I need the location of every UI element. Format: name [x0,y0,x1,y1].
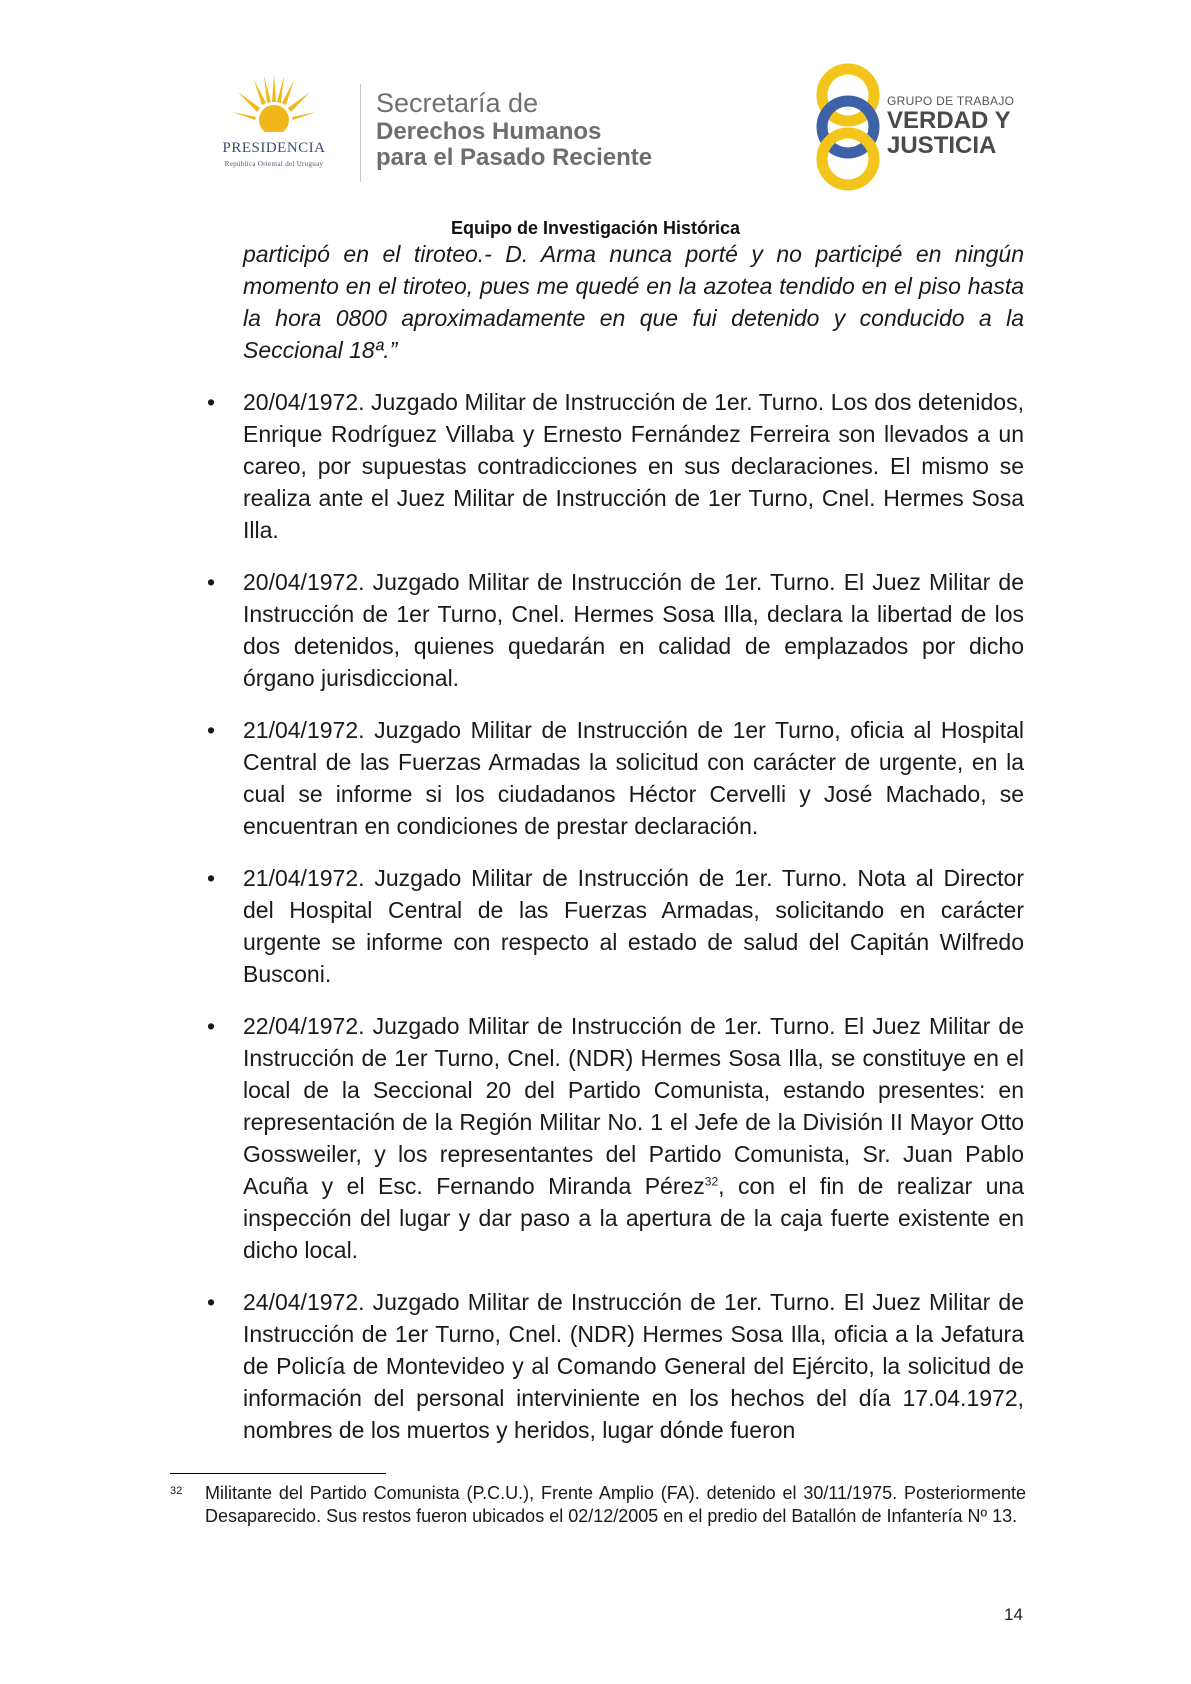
list-item [207,566,1024,694]
quote-continuation [243,238,1024,366]
list-item [207,714,1024,842]
team-title: Equipo de Investigación Histórica [450,218,741,238]
secretaria-line-2: Derechos Humanos [376,118,602,145]
presidencia-name: PRESIDENCIA [222,140,326,156]
chronology-list [207,386,1024,1466]
secretaria-line-1: Secretaría de [376,88,539,118]
sun-emblem-icon [232,72,316,138]
footnote [170,1482,1026,1528]
list-item [207,862,1024,990]
page-header [0,0,1191,215]
verdad-justicia-text [887,94,1014,158]
gtvj-line-1: GRUPO DE TRABAJO [887,94,1015,108]
secretaria-line-3: para el Pasado Reciente [376,144,653,171]
gtvj-line-3: JUSTICIA [887,132,997,159]
header-divider [360,84,361,182]
bullet-icon: • [207,389,216,415]
list-item [207,1010,1024,1266]
bullet-icon: • [207,717,216,743]
entry-text-after: , con el fin de realizar una inspección del lugar y dar paso a la apertura de la caja fuerte existente en dicho local. [243,1173,1024,1263]
verdad-justicia-logo [812,62,1022,192]
page-number: 14 [1004,1605,1023,1624]
footnote-text: Militante del Partido Comunista (P.C.U.), Frente Amplio (FA). detenido el 30/11/1975. Posteriormente Desaparecido. Sus restos fueron ubicados el 02/12/2005 en el predio del Batallón de Infantería Nº 13. [205,1483,1026,1526]
entry-text: 21/04/1972. Juzgado Militar de Instrucción de 1er Turno, oficia al Hospital Central de las Fuerzas Armadas la solicitud con carácter de urgente, en la cual se informe si los ciudadanos Héctor Cervelli y José Machado, se encuentran en condiciones de prestar declaración. [243,717,1024,839]
list-item [207,386,1024,546]
entry-text-before: 22/04/1972. Juzgado Militar de Instrucción de 1er. Turno. El Juez Militar de Instrucción de 1er Turno, Cnel. (NDR) Hermes Sosa Illa, se constituye en el local de la Seccional 20 del Partido Comunista, estando presentes: en representación de la Región Militar No. 1 el Jefe de la División II Mayor Otto Gossweiler, y los representantes del Partido Comunista, Sr. Juan Pablo Acuña y el Esc. Fernando Miranda Pérez [243,1013,1024,1199]
entry-text: 20/04/1972. Juzgado Militar de Instrucción de 1er. Turno. El Juez Militar de Instrucción de 1er Turno, Cnel. Hermes Sosa Illa, declara la libertad de los dos detenidos, quienes quedarán en calidad de emplazados por dicho órgano jurisdiccional. [243,569,1024,691]
presidencia-subtitle: República Oriental del Uruguay [224,160,324,168]
gtvj-line-2: VERDAD Y [887,107,1011,134]
bullet-icon: • [207,569,216,595]
footnote-reference[interactable]: 32 [704,1174,719,1189]
list-item [207,1286,1024,1446]
entry-text: 20/04/1972. Juzgado Militar de Instrucción de 1er. Turno. Los dos detenidos, Enrique Rodríguez Villaba y Ernesto Fernández Ferreira son llevados a un careo, por supuestas contradicciones en sus declaraciones. El mismo se realiza ante el Juez Militar de Instrucción de 1er Turno, Cnel. Hermes Sosa Illa. [243,389,1024,543]
secretaria-title [376,88,652,171]
entry-text [243,1010,1024,1266]
bullet-icon: • [207,1013,216,1039]
entry-text: 24/04/1972. Juzgado Militar de Instrucción de 1er. Turno. El Juez Militar de Instrucción de 1er Turno, Cnel. (NDR) Hermes Sosa Illa, oficia a la Jefatura de Policía de Montevideo y al Comando General del Ejército, la solicitud de información del personal interviniente en los hechos del día 17.04.1972, nombres de los muertos y heridos, lugar dónde fueron [243,1289,1024,1443]
bullet-icon: • [207,1289,216,1315]
entry-text: 21/04/1972. Juzgado Militar de Instrucción de 1er. Turno. Nota al Director del Hospital Central de las Fuerzas Armadas, solicitando en carácter urgente se informe con respecto al estado de salud del Capitán Wilfredo Busconi. [243,865,1024,987]
presidencia-logo [198,72,350,182]
quote-text: participó en el tiroteo.- D. Arma nunca porté y no participé en ningún momento en el tiroteo, pues me quedé en la azotea tendido en el piso hasta la hora 0800 aproximadamente en que fui detenido y conducido a la Seccional 18ª.” [243,241,1024,363]
footnote-number: 32 [170,1485,183,1497]
bullet-icon: • [207,865,216,891]
footnote-divider [170,1473,386,1474]
rings-emblem-icon [812,62,884,192]
